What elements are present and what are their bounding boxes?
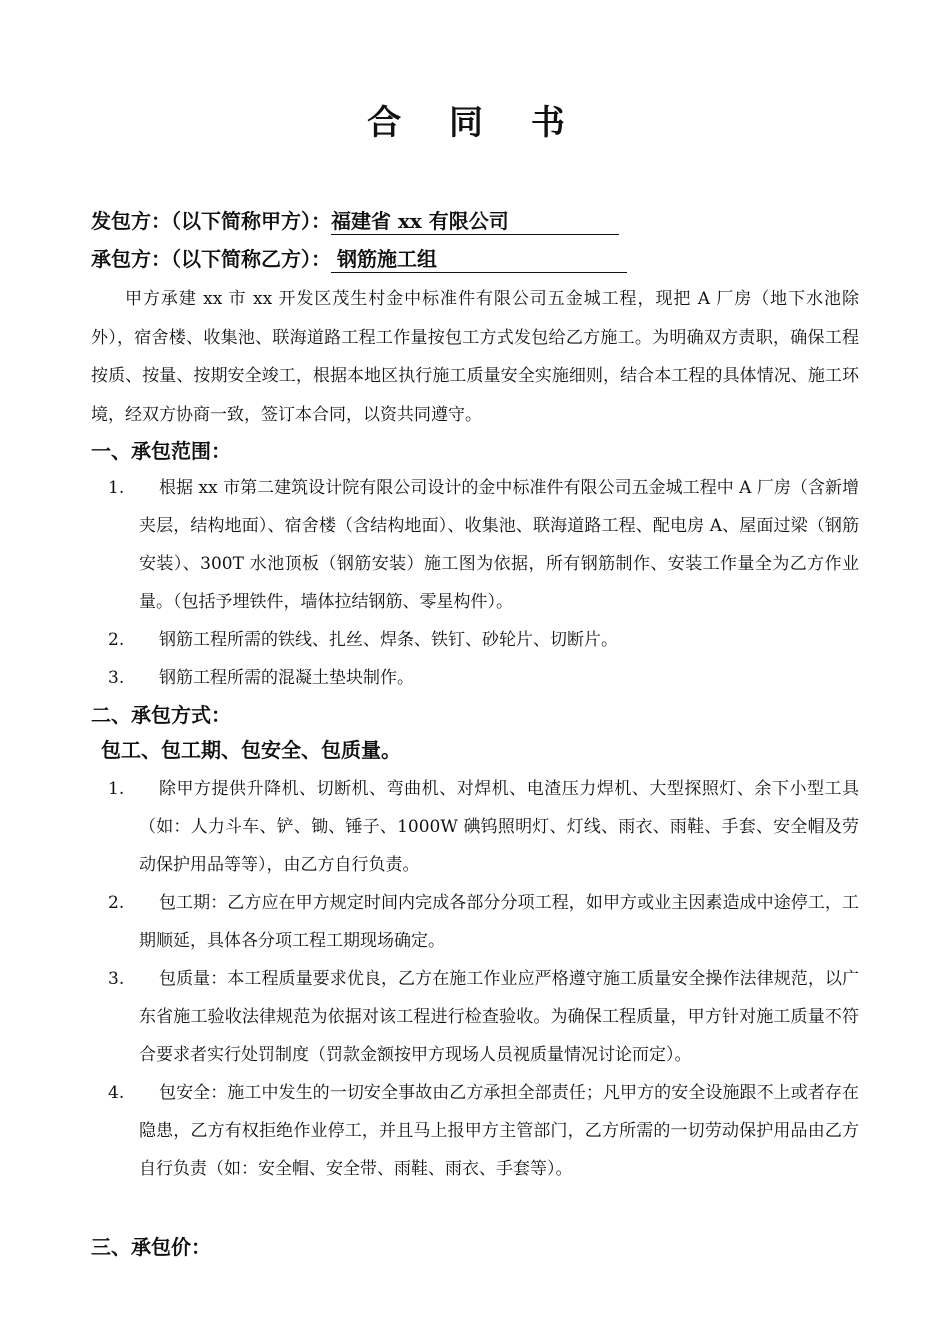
- section-1-heading: 一、承包范围：: [91, 439, 231, 463]
- item-text: 除甲方提供升降机、切断机、弯曲机、对焊机、电渣压力焊机、大型探照灯、余下小型工具（如：人力斗车、铲、锄、锤子、1000W 碘钨照明灯、灯线、雨衣、雨鞋、手套、安全帽及劳动保护用品等等），由乙方自行负责。: [139, 779, 859, 875]
- list-item: [91, 621, 859, 659]
- item-text: 包质量：本工程质量要求优良，乙方在施工作业应严格遵守施工质量安全操作法律规范，以广东省施工验收法律规范为依据对该工程进行检查验收。为确保工程质量，甲方针对施工质量不符合要求者实行处罚制度（罚款金额按甲方现场人员视质量情况讨论而定）。: [139, 969, 859, 1065]
- item-number: 2.: [108, 630, 125, 650]
- party-b-line: [91, 244, 627, 274]
- item-number: 1.: [108, 779, 125, 799]
- party-a-name: 福建省 xx 有限公司: [331, 208, 619, 235]
- item-number: 1.: [108, 478, 125, 498]
- item-number: 4.: [108, 1083, 125, 1103]
- party-a-label: 发包方：（以下简称甲方）：: [91, 209, 331, 233]
- party-b-label: 承包方：（以下简称乙方）：: [91, 247, 331, 271]
- section-2-list: [91, 770, 859, 1188]
- list-item: [91, 960, 859, 1074]
- item-text: 根据 xx 市第二建筑设计院有限公司设计的金中标准件有限公司五金城工程中 A 厂房（含新增夹层，结构地面）、宿舍楼（含结构地面）、收集池、联海道路工程、配电房 A、屋面过梁（钢筋安装）、300T 水池顶板（钢筋安装）施工图为依据，所有钢筋制作、安装工作量全为乙方作业量。（包括予埋铁件，墙体拉结钢筋、零星构件）。: [139, 478, 859, 612]
- list-item: [91, 884, 859, 960]
- item-number: 2.: [108, 893, 125, 913]
- section-3-heading: 三、承包价：: [91, 1235, 211, 1259]
- item-number: 3.: [108, 668, 125, 688]
- document-title: 合 同 书: [367, 103, 583, 143]
- item-text: 包工期：乙方应在甲方规定时间内完成各部分分项工程，如甲方或业主因素造成中途停工，工期顺延，具体各分项工程工期现场确定。: [139, 893, 859, 951]
- list-item: [91, 659, 859, 697]
- item-number: 3.: [108, 969, 125, 989]
- item-text: 包安全：施工中发生的一切安全事故由乙方承担全部责任；凡甲方的安全设施跟不上或者存在隐患，乙方有权拒绝作业停工，并且马上报甲方主管部门，乙方所需的一切劳动保护用品由乙方自行负责（如：安全帽、安全带、雨鞋、雨衣、手套等）。: [139, 1083, 859, 1179]
- intro-paragraph: 甲方承建 xx 市 xx 开发区茂生村金中标准件有限公司五金城工程，现把 A 厂房（地下水池除外），宿舍楼、收集池、联海道路工程工作量按包工方式发包给乙方施工。为明确双方责职，确保工程按质、按量、按期安全竣工，根据本地区执行施工质量安全实施细则，结合本工程的具体情况、施工环境，经双方协商一致，签订本合同，以资共同遵守。: [91, 289, 859, 425]
- list-item: [91, 770, 859, 884]
- section-2-heading: 二、承包方式：: [91, 703, 231, 727]
- item-text: 钢筋工程所需的混凝土垫块制作。: [159, 668, 414, 688]
- section-2-subheading: 包工、包工期、包安全、包质量。: [101, 738, 401, 762]
- list-item: [91, 1074, 859, 1188]
- party-a-line: [91, 206, 619, 236]
- item-text: 钢筋工程所需的铁线、扎丝、焊条、铁钉、砂轮片、切断片。: [159, 630, 618, 650]
- section-1-list: [91, 469, 859, 697]
- list-item: [91, 469, 859, 621]
- party-b-name: 钢筋施工组: [331, 246, 627, 273]
